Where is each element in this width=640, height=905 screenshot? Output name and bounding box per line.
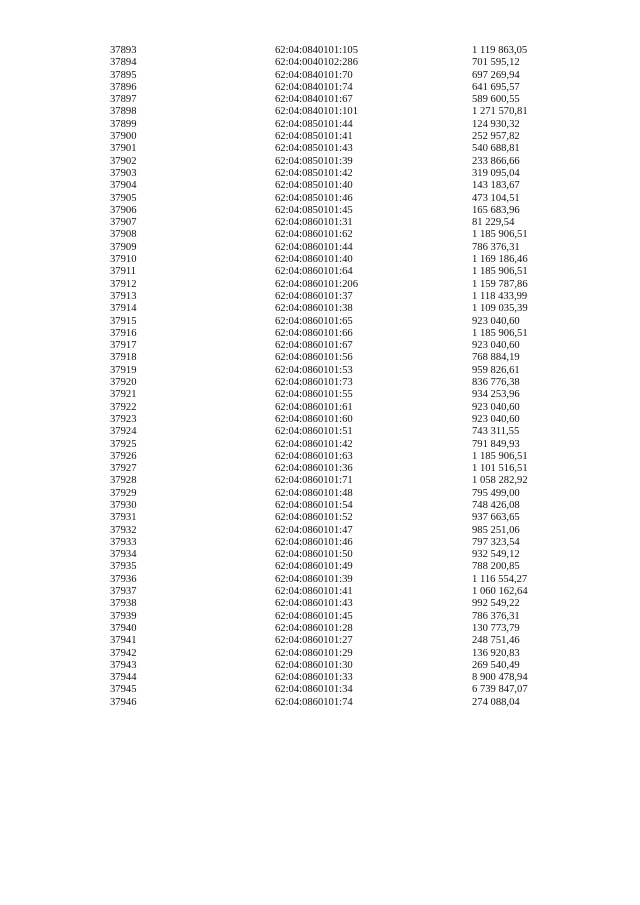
table-row [110, 205, 582, 217]
row-number: 37925 [110, 438, 137, 450]
row-number: 37917 [110, 340, 137, 352]
cadastral-number: 62:04:0860101:63 [275, 450, 353, 462]
cadastral-value: 6 739 847,07 [472, 684, 528, 696]
cadastral-value: 786 376,31 [472, 610, 520, 622]
cadastral-number: 62:04:0840101:70 [275, 69, 353, 81]
cadastral-value: 589 600,55 [472, 94, 520, 106]
table-row [110, 106, 582, 118]
cadastral-value: 923 040,60 [472, 340, 520, 352]
cadastral-value: 1 060 162,64 [472, 586, 528, 598]
row-number: 37895 [110, 69, 137, 81]
row-number: 37918 [110, 352, 137, 364]
cadastral-number: 62:04:0860101:55 [275, 389, 353, 401]
table-row [110, 119, 582, 131]
cadastral-value: 743 311,55 [472, 426, 520, 438]
cadastral-number: 62:04:0860101:62 [275, 229, 353, 241]
row-number: 37908 [110, 229, 137, 241]
table-row [110, 426, 582, 438]
table-row [110, 451, 582, 463]
cadastral-number: 62:04:0860101:46 [275, 536, 353, 548]
cadastral-number: 62:04:0860101:54 [275, 499, 353, 511]
table-row [110, 254, 582, 266]
cadastral-number: 62:04:0860101:44 [275, 241, 353, 253]
table-row [110, 402, 582, 414]
cadastral-number: 62:04:0860101:45 [275, 610, 353, 622]
cadastral-number: 62:04:0860101:74 [275, 696, 353, 708]
row-number: 37912 [110, 278, 137, 290]
table-row [110, 340, 582, 352]
row-number: 37899 [110, 118, 137, 130]
cadastral-number: 62:04:0860101:49 [275, 561, 353, 573]
row-number: 37944 [110, 672, 137, 684]
table-row [110, 561, 582, 573]
cadastral-value: 1 058 282,92 [472, 475, 528, 487]
row-number: 37897 [110, 94, 137, 106]
cadastral-value: 697 269,94 [472, 69, 520, 81]
row-number: 37943 [110, 659, 137, 671]
row-number: 37929 [110, 487, 137, 499]
cadastral-value: 124 930,32 [472, 118, 520, 130]
cadastral-number: 62:04:0850101:43 [275, 143, 353, 155]
cadastral-value: 791 849,93 [472, 438, 520, 450]
cadastral-value: 932 549,12 [472, 549, 520, 561]
table-row [110, 389, 582, 401]
cadastral-value: 923 040,60 [472, 413, 520, 425]
row-number: 37928 [110, 475, 137, 487]
cadastral-number: 62:04:0860101:50 [275, 549, 353, 561]
cadastral-number: 62:04:0860101:53 [275, 364, 353, 376]
table-row [110, 82, 582, 94]
row-number: 37935 [110, 561, 137, 573]
cadastral-value: 1 116 554,27 [472, 573, 528, 585]
table-row [110, 303, 582, 315]
cadastral-value: 1 101 516,51 [472, 463, 528, 475]
row-number: 37927 [110, 463, 137, 475]
table-row [110, 512, 582, 524]
row-number: 37911 [110, 266, 137, 278]
row-number: 37919 [110, 364, 137, 376]
table-row [110, 684, 582, 696]
row-number: 37939 [110, 610, 137, 622]
cadastral-value: 319 095,04 [472, 167, 520, 179]
row-number: 37920 [110, 377, 137, 389]
cadastral-value: 136 920,83 [472, 647, 520, 659]
table-row [110, 266, 582, 278]
table-row [110, 328, 582, 340]
cadastral-number: 62:04:0860101:38 [275, 303, 353, 315]
row-number: 37900 [110, 131, 137, 143]
cadastral-number: 62:04:0840101:74 [275, 81, 353, 93]
table-row [110, 180, 582, 192]
table-row [110, 168, 582, 180]
cadastral-value: 473 104,51 [472, 192, 520, 204]
cadastral-number: 62:04:0860101:51 [275, 426, 353, 438]
row-number: 37941 [110, 635, 137, 647]
cadastral-number: 62:04:0860101:60 [275, 413, 353, 425]
table-body [110, 45, 582, 709]
cadastral-number: 62:04:0860101:56 [275, 352, 353, 364]
row-number: 37903 [110, 167, 137, 179]
table-row [110, 623, 582, 635]
cadastral-value: 269 540,49 [472, 659, 520, 671]
cadastral-number: 62:04:0860101:43 [275, 598, 353, 610]
cadastral-value: 143 183,67 [472, 180, 520, 192]
row-number: 37902 [110, 155, 137, 167]
cadastral-number: 62:04:0860101:71 [275, 475, 353, 487]
data-table [110, 45, 582, 709]
row-number: 37906 [110, 204, 137, 216]
cadastral-value: 1 159 787,86 [472, 278, 528, 290]
table-row [110, 537, 582, 549]
cadastral-value: 252 957,82 [472, 131, 520, 143]
table-row [110, 45, 582, 57]
cadastral-value: 1 185 906,51 [472, 450, 528, 462]
row-number: 37914 [110, 303, 137, 315]
cadastral-number: 62:04:0860101:36 [275, 463, 353, 475]
row-number: 37893 [110, 45, 137, 56]
cadastral-number: 62:04:0860101:52 [275, 512, 353, 524]
cadastral-number: 62:04:0840101:67 [275, 94, 353, 106]
row-number: 37913 [110, 290, 137, 302]
row-number: 37936 [110, 573, 137, 585]
cadastral-number: 62:04:0850101:40 [275, 180, 353, 192]
cadastral-value: 274 088,04 [472, 696, 520, 708]
row-number: 37894 [110, 57, 137, 69]
table-row [110, 365, 582, 377]
cadastral-value: 1 185 906,51 [472, 229, 528, 241]
cadastral-value: 836 776,38 [472, 377, 520, 389]
cadastral-number: 62:04:0860101:33 [275, 672, 353, 684]
cadastral-value: 959 826,61 [472, 364, 520, 376]
table-row [110, 463, 582, 475]
row-number: 37922 [110, 401, 137, 413]
table-row [110, 156, 582, 168]
table-row [110, 500, 582, 512]
cadastral-value: 233 866,66 [472, 155, 520, 167]
cadastral-number: 62:04:0860101:28 [275, 622, 353, 634]
table-row [110, 377, 582, 389]
table-row [110, 672, 582, 684]
row-number: 37942 [110, 647, 137, 659]
cadastral-value: 795 499,00 [472, 487, 520, 499]
cadastral-value: 130 773,79 [472, 622, 520, 634]
table-row [110, 439, 582, 451]
row-number: 37938 [110, 598, 137, 610]
row-number: 37901 [110, 143, 137, 155]
cadastral-value: 81 229,54 [472, 217, 515, 229]
table-row [110, 94, 582, 106]
cadastral-number: 62:04:0860101:30 [275, 659, 353, 671]
row-number: 37921 [110, 389, 137, 401]
cadastral-value: 992 549,22 [472, 598, 520, 610]
row-number: 37923 [110, 413, 137, 425]
cadastral-number: 62:04:0860101:66 [275, 327, 353, 339]
cadastral-value: 748 426,08 [472, 499, 520, 511]
table-row [110, 242, 582, 254]
cadastral-number: 62:04:0860101:48 [275, 487, 353, 499]
table-row [110, 217, 582, 229]
cadastral-value: 934 253,96 [472, 389, 520, 401]
row-number: 37945 [110, 684, 137, 696]
cadastral-number: 62:04:0860101:67 [275, 340, 353, 352]
cadastral-number: 62:04:0840101:101 [275, 106, 358, 118]
table-row [110, 586, 582, 598]
cadastral-number: 62:04:0860101:39 [275, 573, 353, 585]
row-number: 37940 [110, 622, 137, 634]
cadastral-number: 62:04:0040102:286 [275, 57, 358, 69]
cadastral-value: 985 251,06 [472, 524, 520, 536]
row-number: 37916 [110, 327, 137, 339]
cadastral-number: 62:04:0860101:47 [275, 524, 353, 536]
cadastral-value: 165 683,96 [472, 204, 520, 216]
cadastral-number: 62:04:0860101:27 [275, 635, 353, 647]
row-number: 37946 [110, 696, 137, 708]
cadastral-value: 1 118 433,99 [472, 290, 528, 302]
cadastral-number: 62:04:0850101:39 [275, 155, 353, 167]
table-row [110, 414, 582, 426]
cadastral-number: 62:04:0860101:31 [275, 217, 353, 229]
table-row [110, 291, 582, 303]
table-row [110, 193, 582, 205]
row-number: 37937 [110, 586, 137, 598]
table-row [110, 648, 582, 660]
cadastral-value: 1 185 906,51 [472, 266, 528, 278]
table-row [110, 525, 582, 537]
table-row [110, 143, 582, 155]
cadastral-value: 788 200,85 [472, 561, 520, 573]
cadastral-value: 540 688,81 [472, 143, 520, 155]
table-row [110, 574, 582, 586]
cadastral-number: 62:04:0860101:37 [275, 290, 353, 302]
cadastral-number: 62:04:0850101:44 [275, 118, 353, 130]
row-number: 37932 [110, 524, 137, 536]
cadastral-number: 62:04:0860101:206 [275, 278, 358, 290]
cadastral-number: 62:04:0860101:41 [275, 586, 353, 598]
row-number: 37933 [110, 536, 137, 548]
row-number: 37905 [110, 192, 137, 204]
row-number: 37904 [110, 180, 137, 192]
cadastral-value: 1 109 035,39 [472, 303, 528, 315]
cadastral-number: 62:04:0850101:45 [275, 204, 353, 216]
row-number: 37909 [110, 241, 137, 253]
cadastral-value: 701 595,12 [472, 57, 520, 69]
cadastral-value: 1 185 906,51 [472, 327, 528, 339]
cadastral-number: 62:04:0860101:40 [275, 254, 353, 266]
cadastral-value: 786 376,31 [472, 241, 520, 253]
table-row [110, 697, 582, 709]
table-row [110, 660, 582, 672]
cadastral-value: 797 323,54 [472, 536, 520, 548]
row-number: 37934 [110, 549, 137, 561]
row-number: 37931 [110, 512, 137, 524]
cadastral-number: 62:04:0860101:73 [275, 377, 353, 389]
cadastral-value: 641 695,57 [472, 81, 520, 93]
cadastral-number: 62:04:0860101:61 [275, 401, 353, 413]
cadastral-value: 937 663,65 [472, 512, 520, 524]
table-row [110, 598, 582, 610]
table-row [110, 611, 582, 623]
cadastral-number: 62:04:0850101:41 [275, 131, 353, 143]
row-number: 37896 [110, 81, 137, 93]
table-row [110, 475, 582, 487]
row-number: 37915 [110, 315, 137, 327]
cadastral-value: 923 040,60 [472, 315, 520, 327]
row-number: 37898 [110, 106, 137, 118]
table-row [110, 352, 582, 364]
row-number: 37926 [110, 450, 137, 462]
row-number: 37910 [110, 254, 137, 266]
cadastral-number: 62:04:0860101:65 [275, 315, 353, 327]
table-row [110, 316, 582, 328]
row-number: 37907 [110, 217, 137, 229]
cadastral-number: 62:04:0840101:105 [275, 45, 358, 56]
row-number: 37930 [110, 499, 137, 511]
cadastral-number: 62:04:0860101:29 [275, 647, 353, 659]
table-row [110, 57, 582, 69]
table-row [110, 549, 582, 561]
table-row [110, 488, 582, 500]
cadastral-number: 62:04:0850101:46 [275, 192, 353, 204]
cadastral-number: 62:04:0860101:64 [275, 266, 353, 278]
cadastral-value: 8 900 478,94 [472, 672, 528, 684]
cadastral-number: 62:04:0850101:42 [275, 167, 353, 179]
cadastral-value: 1 169 186,46 [472, 254, 528, 266]
table-row [110, 635, 582, 647]
table-row [110, 131, 582, 143]
table-row [110, 229, 582, 241]
cadastral-value: 1 271 570,81 [472, 106, 528, 118]
table-row [110, 70, 582, 82]
cadastral-number: 62:04:0860101:42 [275, 438, 353, 450]
cadastral-value: 768 884,19 [472, 352, 520, 364]
row-number: 37924 [110, 426, 137, 438]
cadastral-number: 62:04:0860101:34 [275, 684, 353, 696]
cadastral-value: 923 040,60 [472, 401, 520, 413]
cadastral-value: 248 751,46 [472, 635, 520, 647]
table-row [110, 279, 582, 291]
cadastral-value: 1 119 863,05 [472, 45, 528, 56]
